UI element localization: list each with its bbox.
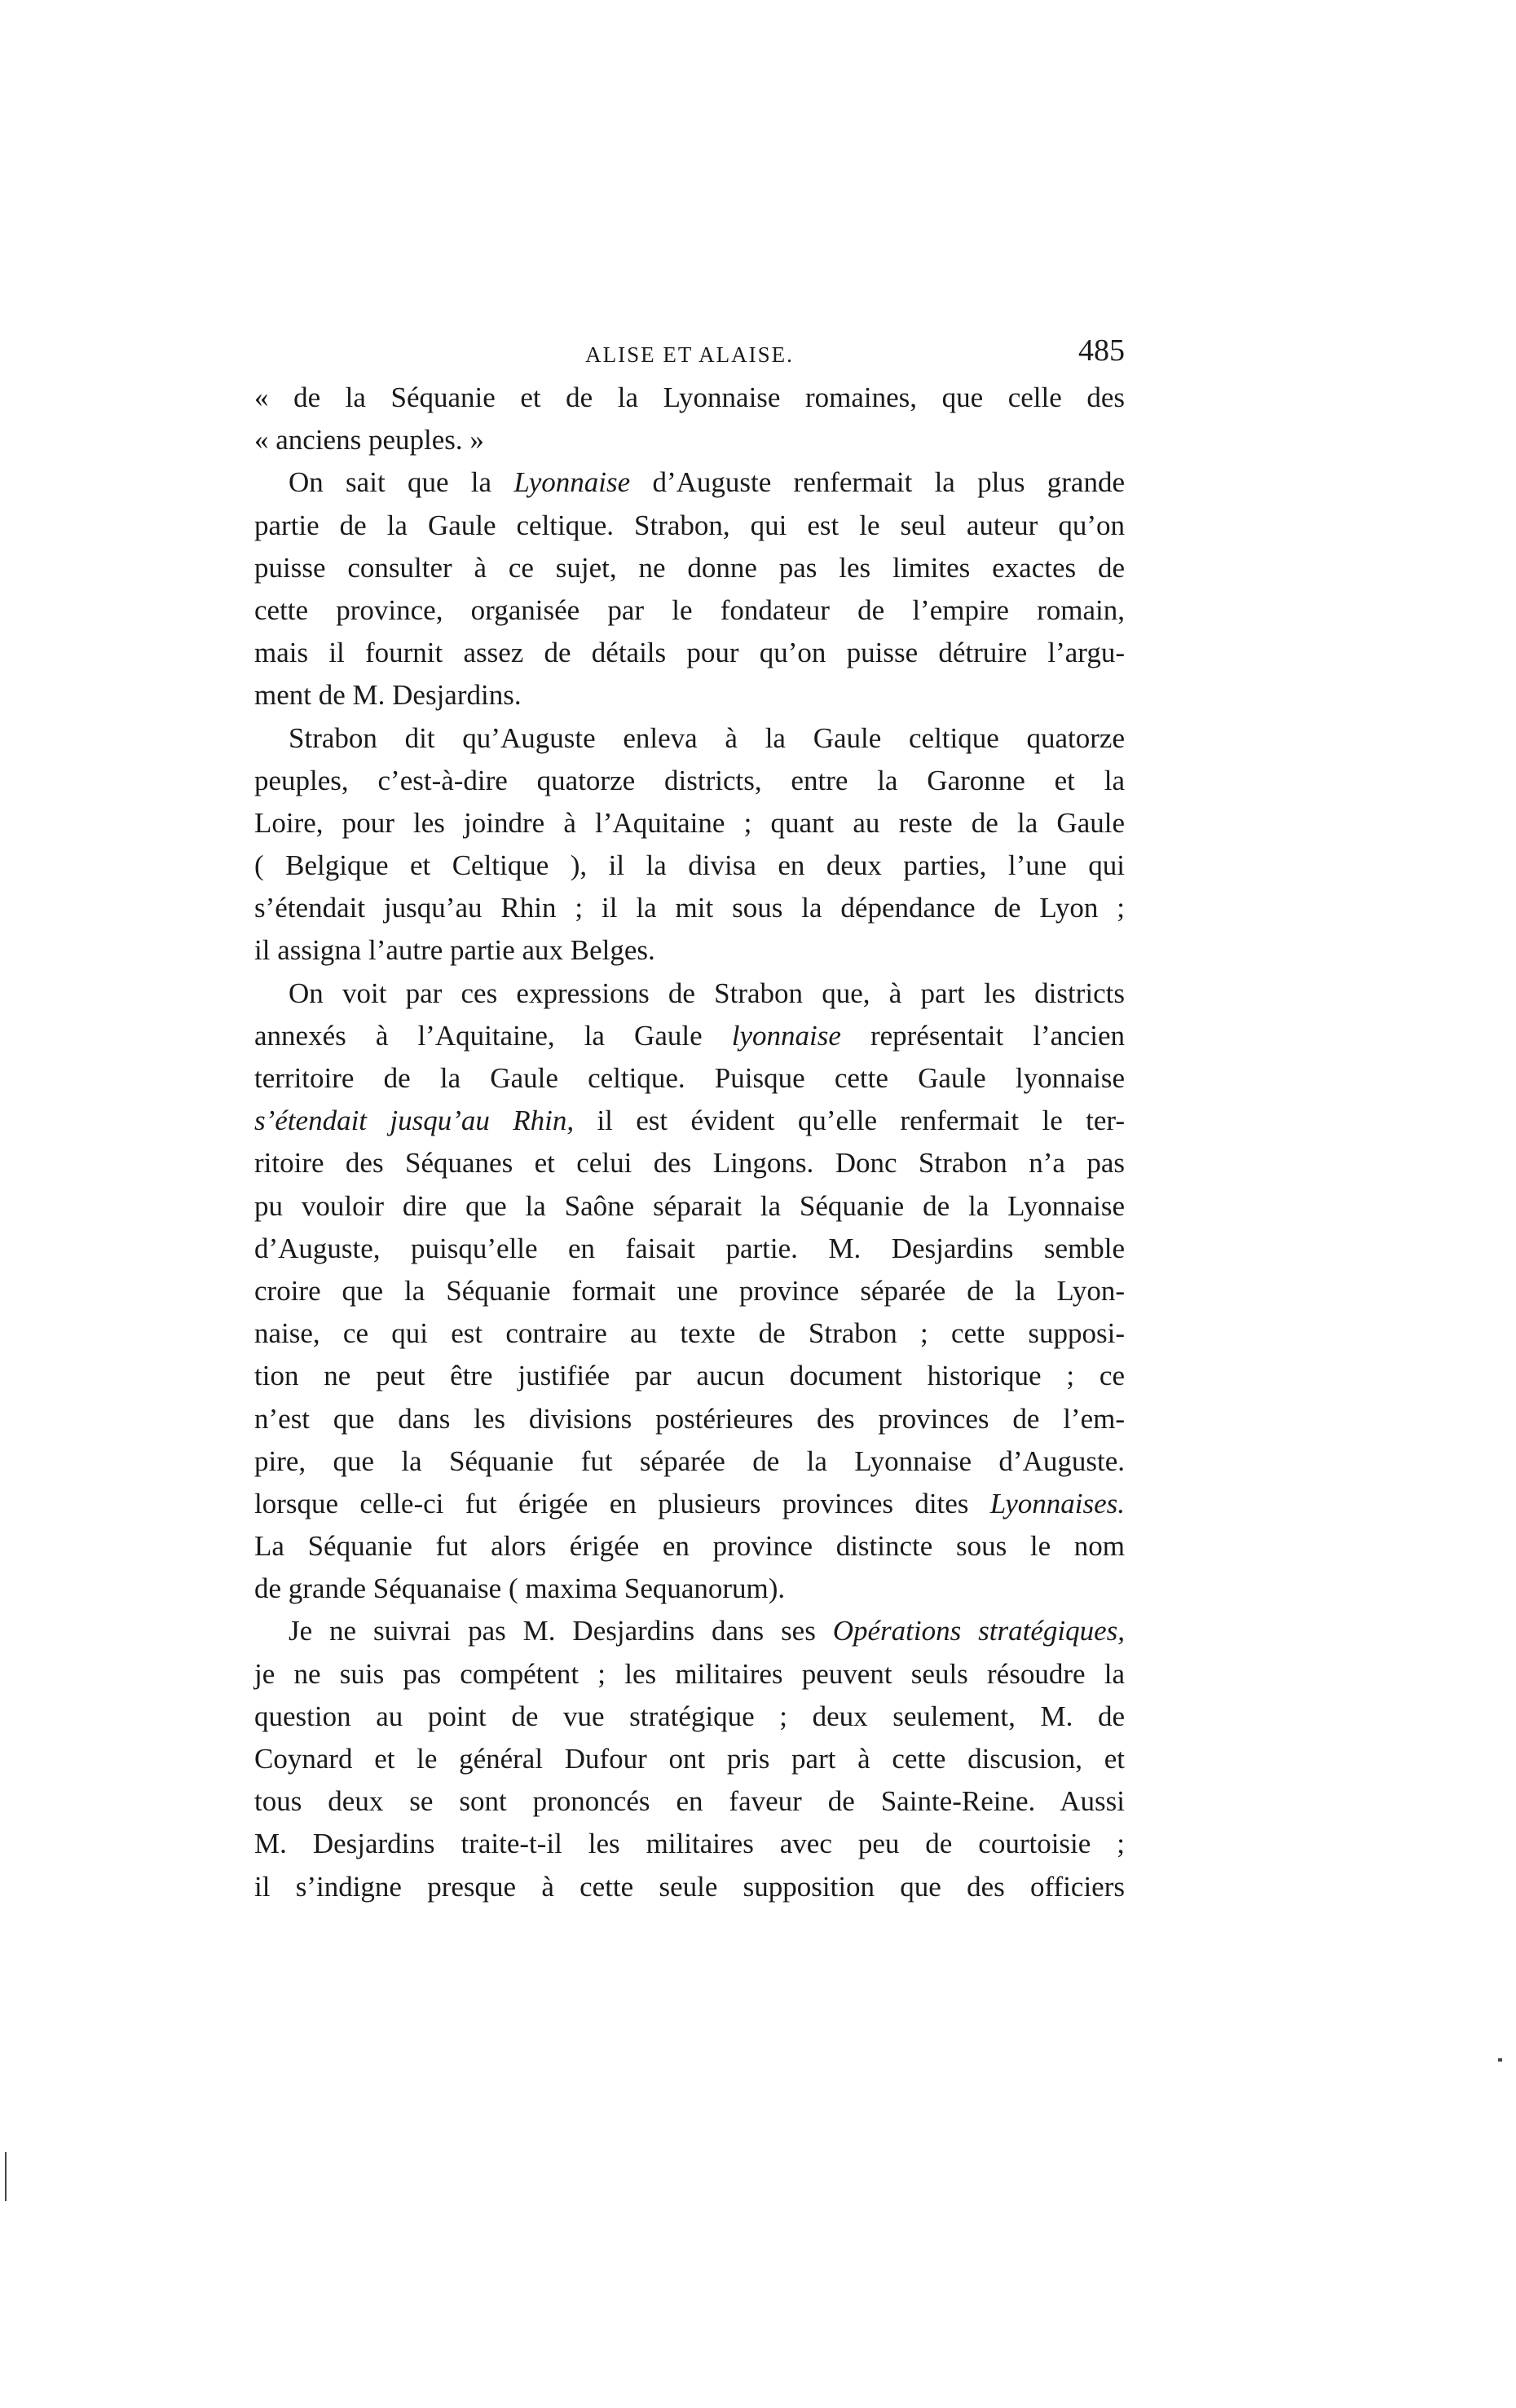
text-segment: il s’indigne presque à cette seule supposition que des officiers [254,1870,1125,1903]
text-line [254,1866,1125,1908]
text-segment: « de la Séquanie et de la Lyonnaise romaines, que celle des [254,381,1125,413]
italic-text: Lyonnaise [513,466,631,499]
italic-text: lyonnaise [731,1019,841,1052]
text-segment: mais il fournit assez de détails pour qu’on puisse détruire l’argu- [254,637,1125,669]
text-line [254,505,1125,547]
text-segment: M. Desjardins traite-t-il les militaires avec peu de courtoisie ; [254,1828,1125,1860]
text-segment: tous deux se sont prononcés en faveur de Sainte-Reine. Aussi [254,1785,1125,1818]
text-segment: il assigna l’autre partie aux Belges. [254,934,655,967]
text-line [254,845,1125,887]
scan-edge-mark [1498,2058,1502,2062]
text-segment: cette province, organisée par le fondateur de l’empire romain, [254,593,1125,626]
text-line [254,887,1125,929]
text-line [254,589,1125,632]
text-segment: Strabon dit qu’Auguste enleva à la Gaule celtique quatorze [289,721,1125,754]
text-segment: ment de M. Desjardins. [254,679,522,712]
text-line [254,802,1125,845]
text-line [254,1057,1125,1100]
text-line [254,632,1125,674]
running-header [254,333,1125,373]
text-line [254,1185,1125,1228]
text-line [254,717,1125,760]
text-line [254,1738,1125,1780]
text-line [254,1653,1125,1696]
text-segment: lorsque celle-ci fut érigée en plusieurs provinces dites [254,1487,990,1519]
italic-text: s’étendait jusqu’au Rhin, [254,1105,575,1137]
text-segment: naise, ce qui est contraire au texte de Strabon ; cette supposi- [254,1317,1125,1350]
text-line [254,1312,1125,1355]
text-line [254,419,1125,461]
text-line [254,1525,1125,1568]
text-line [254,1483,1125,1525]
text-segment: On sait que la [289,466,514,499]
text-line [254,1398,1125,1440]
text-segment: partie de la Gaule celtique. Strabon, qui est le seul auteur qu’on [254,509,1125,541]
text-segment: territoire de la Gaule celtique. Puisque cette Gaule lyonnaise [254,1062,1125,1094]
text-segment: tion ne peut être justifiée par aucun document historique ; ce [254,1360,1125,1392]
italic-text: Opérations stratégiques, [832,1615,1125,1647]
text-segment: puisse consulter à ce sujet, ne donne pas les limites exactes de [254,551,1125,584]
text-segment: question au point de vue stratégique ; deux seulement, M. de [254,1700,1125,1732]
text-line [254,972,1125,1015]
body-text [254,377,1125,1908]
text-segment: pire, que la Séquanie fut séparée de la Lyonnaise d’Auguste. [254,1444,1125,1477]
text-segment: Je ne suivrai pas M. Desjardins dans ses [289,1615,833,1647]
text-line [254,547,1125,589]
text-line [254,1015,1125,1057]
text-segment: pu vouloir dire que la Saône séparait la Séquanie de la Lyonnaise [254,1189,1125,1222]
text-segment: On voit par ces expressions de Strabon que, à part les districts [289,977,1125,1009]
text-line [254,1610,1125,1652]
text-line [254,461,1125,504]
text-line [254,1696,1125,1738]
text-segment: n’est que dans les divisions postérieures des provinces de l’em- [254,1402,1125,1435]
text-line [254,1142,1125,1184]
text-segment: « anciens peuples. » [254,424,484,456]
text-segment: annexés à l’Aquitaine, la Gaule [254,1019,732,1052]
text-segment: d’Auguste, puisqu’elle en faisait partie. M. Desjardins semble [254,1232,1125,1264]
text-segment: ritoire des Séquanes et celui des Lingons. Donc Strabon n’a pas [254,1147,1125,1180]
text-segment: La Séquanie fut alors érigée en province distincte sous le nom [254,1530,1125,1563]
text-segment: je ne suis pas compétent ; les militaires peuvent seuls résoudre la [254,1657,1125,1690]
text-segment: d’Auguste renfermait la plus grande [630,466,1125,499]
text-line [254,377,1125,419]
scan-edge-mark [5,2152,7,2201]
italic-text: Lyonnaises. [989,1487,1125,1519]
text-segment: de grande Séquanaise ( maxima Sequanorum). [254,1572,786,1605]
text-line [254,760,1125,802]
text-line [254,929,1125,972]
text-segment: Loire, pour les joindre à l’Aquitaine ; quant au reste de la Gaule [254,806,1125,839]
text-segment: peuples, c’est-à-dire quatorze districts, entre la Garonne et la [254,764,1125,796]
running-title: ALISE ET ALAISE. [585,342,794,367]
page-number: 485 [1078,333,1125,368]
text-segment: ( Belgique et Celtique ), il la divisa en deux parties, l’une qui [254,849,1125,882]
text-line [254,1823,1125,1865]
text-line [254,1568,1125,1610]
text-line [254,1440,1125,1483]
text-segment: s’étendait jusqu’au Rhin ; il la mit sous la dépendance de Lyon ; [254,892,1125,924]
text-segment: représentait l’ancien [840,1019,1126,1052]
text-line [254,674,1125,717]
text-line [254,1100,1125,1142]
text-line [254,1780,1125,1823]
text-line [254,1228,1125,1270]
text-segment: il est évident qu’elle renfermait le ter- [574,1105,1125,1137]
text-segment: Coynard et le général Dufour ont pris part à cette discusion, et [254,1743,1125,1775]
text-segment: croire que la Séquanie formait une province séparée de la Lyon- [254,1274,1125,1307]
text-line [254,1270,1125,1312]
text-line [254,1355,1125,1397]
